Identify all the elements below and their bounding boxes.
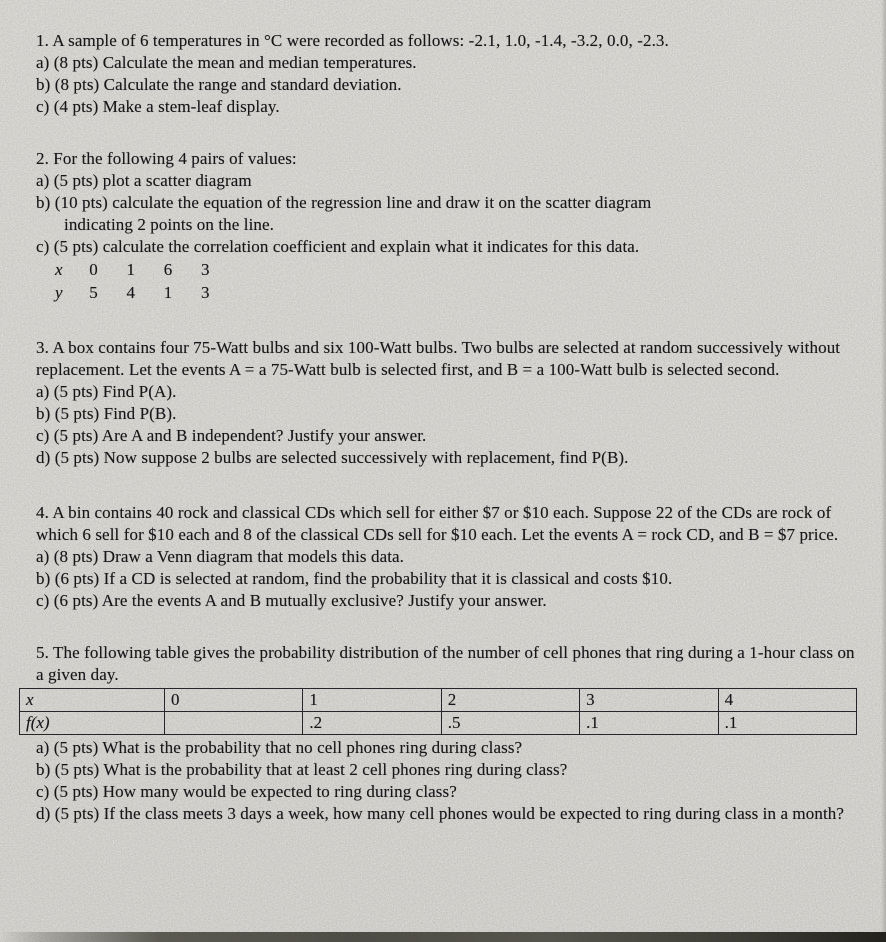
q2-part-c: c) (5 pts) calculate the correlation coefficient and explain what it indicates for this data. — [36, 237, 640, 256]
table-cell: 4 — [718, 689, 856, 712]
x-value: 3 — [201, 260, 210, 279]
y-value: 4 — [126, 283, 135, 302]
table-cell: .5 — [441, 712, 579, 735]
table-cell: .1 — [718, 712, 856, 735]
y-value: 1 — [163, 283, 173, 302]
q5-part-b: b) (5 pts) What is the probability that at least 2 cell phones ring during class? — [36, 760, 568, 779]
spacer — [36, 118, 860, 148]
q1-intro: 1. A sample of 6 temperatures in °C were recorded as follows: -2.1, 1.0, -1.4, -3.2, 0.0, -2.3. — [36, 31, 669, 50]
scan-edge-bottom — [0, 932, 886, 942]
q1-part-c: c) (4 pts) Make a stem-leaf display. — [36, 97, 280, 116]
q4-part-b: b) (6 pts) If a CD is selected at random, find the probability that it is classical and costs $10. — [36, 569, 673, 588]
q5-part-a: a) (5 pts) What is the probability that no cell phones ring during class? — [36, 738, 523, 757]
q3-part-c: c) (5 pts) Are A and B independent? Justify your answer. — [36, 426, 427, 445]
y-label: y — [55, 283, 63, 302]
table-cell — [165, 712, 303, 735]
q2-part-a: a) (5 pts) plot a scatter diagram — [36, 171, 252, 190]
q3-part-d: d) (5 pts) Now suppose 2 bulbs are selected successively with replacement, find P(B). — [36, 448, 629, 467]
q2-intro: 2. For the following 4 pairs of values: — [36, 149, 297, 168]
table-cell-fx-label: f(x) — [20, 712, 165, 735]
table-row-x — [20, 689, 857, 712]
q2-data-y-row — [55, 281, 860, 304]
spacer — [36, 469, 860, 502]
q4-part-a: a) (8 pts) Draw a Venn diagram that models this data. — [36, 547, 405, 566]
x-value: 1 — [126, 260, 135, 279]
table-cell: .1 — [580, 712, 718, 735]
x-value: 0 — [89, 260, 98, 279]
q1-part-b: b) (8 pts) Calculate the range and standard deviation. — [36, 75, 402, 94]
q3-part-a: a) (5 pts) Find P(A). — [36, 382, 177, 401]
q4-intro: 4. A bin contains 40 rock and classical CDs which sell for either $7 or $10 each. Suppose 22 of the CDs are rock of which 6 sell for $10 each and 8 of the classical CDs sell for $10 each. Let the events A = rock CD, and B = $7 price. — [36, 503, 839, 544]
table-cell: 2 — [441, 689, 579, 712]
y-value: 5 — [89, 283, 98, 302]
y-value: 3 — [201, 283, 210, 302]
table-cell: 3 — [580, 689, 718, 712]
q2-part-b: b) (10 pts) calculate the equation of the regression line and draw it on the scatter diagram — [36, 193, 652, 212]
spacer — [36, 612, 860, 642]
table-cell: .2 — [303, 712, 441, 735]
q2-data-x-row — [55, 258, 860, 281]
q2-part-b-continuation: indicating 2 points on the line. — [64, 215, 275, 234]
q4-part-c: c) (6 pts) Are the events A and B mutually exclusive? Justify your answer. — [36, 591, 547, 610]
table-cell: 1 — [303, 689, 441, 712]
q5-intro: 5. The following table gives the probability distribution of the number of cell phones that ring during a 1-hour class on a given day. — [36, 643, 855, 684]
table-cell-x-label: x — [20, 689, 165, 712]
q1-part-a: a) (8 pts) Calculate the mean and median temperatures. — [36, 53, 417, 72]
x-label: x — [55, 260, 63, 279]
q5-part-c: c) (5 pts) How many would be expected to ring during class? — [36, 782, 457, 801]
q3-intro: 3. A box contains four 75-Watt bulbs and six 100-Watt bulbs. Two bulbs are selected at random successively without replacement. Let the events A = a 75-Watt bulb is selected first, and B = a 100-Watt bulb is selected second. — [36, 338, 841, 379]
q3-part-b: b) (5 pts) Find P(B). — [36, 404, 177, 423]
x-value: 6 — [163, 260, 173, 279]
table-row-fx — [20, 712, 857, 735]
table-cell: 0 — [165, 689, 303, 712]
q5-part-d: d) (5 pts) If the class meets 3 days a week, how many cell phones would be expected to ring during class in a month? — [36, 804, 845, 823]
q5-probability-table — [19, 688, 857, 735]
scan-edge-right — [881, 0, 886, 942]
spacer — [36, 304, 860, 337]
